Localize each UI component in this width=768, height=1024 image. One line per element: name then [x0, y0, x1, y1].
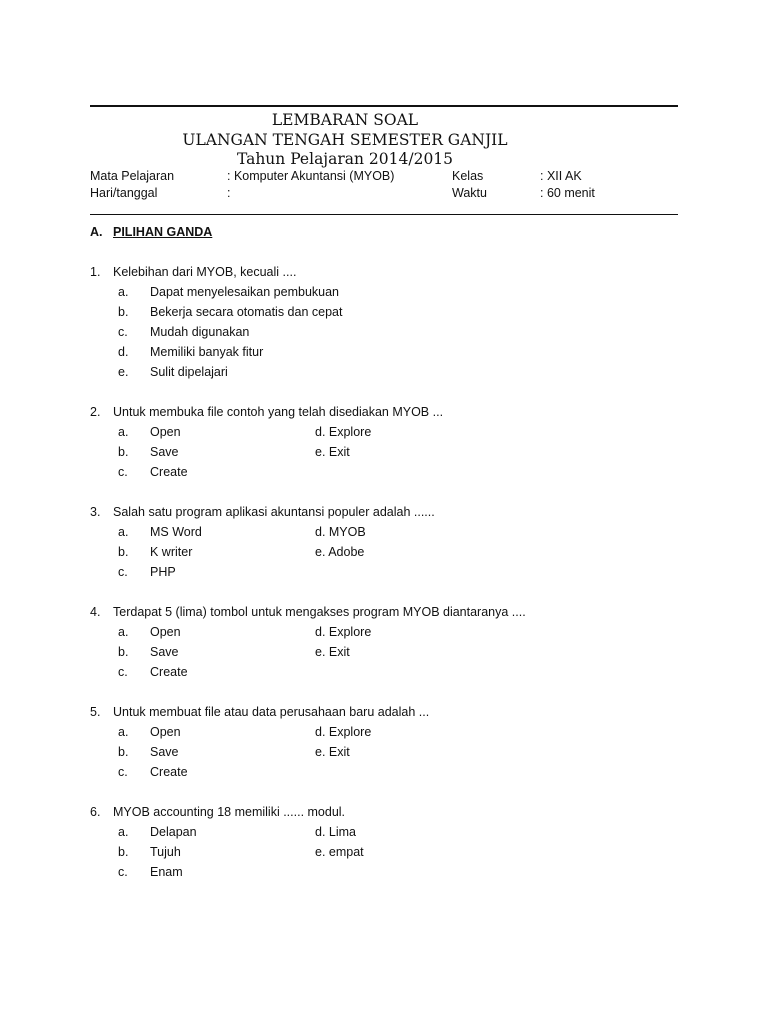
option-text: Create: [150, 465, 188, 479]
question-number: 4.: [90, 605, 101, 619]
option-row: [90, 742, 690, 762]
option-text: d. Explore: [315, 725, 372, 739]
question-line: [90, 602, 690, 622]
option-row: [90, 862, 690, 882]
option-text: e. Exit: [315, 445, 350, 459]
question-text: Salah satu program aplikasi akuntansi populer adalah ......: [113, 505, 435, 519]
option-text: e. Exit: [315, 645, 350, 659]
option-letter: a.: [118, 425, 129, 439]
option-letter: c.: [118, 325, 128, 339]
option-letter: b.: [118, 745, 129, 759]
option-letter: c.: [118, 765, 128, 779]
option-row: [90, 442, 690, 462]
info-value: : 60 menit: [540, 186, 595, 200]
option-letter: b.: [118, 305, 129, 319]
question-text: Untuk membuat file atau data perusahaan baru adalah ...: [113, 705, 430, 719]
question: [90, 502, 690, 582]
option-letter: c.: [118, 865, 128, 879]
option-row: [90, 322, 690, 342]
option-text: e. Exit: [315, 745, 350, 759]
option-text: Tujuh: [150, 845, 181, 859]
option-letter: c.: [118, 665, 128, 679]
option-text: Sulit dipelajari: [150, 365, 228, 379]
header-rule: [90, 214, 678, 215]
title-line-1: LEMBARAN SOAL: [271, 111, 419, 129]
option-row: [90, 762, 690, 782]
option-text: K writer: [150, 545, 193, 559]
option-row: [90, 622, 690, 642]
question-number: 1.: [90, 265, 101, 279]
info-value: : XII AK: [540, 169, 582, 183]
question-text: Untuk membuka file contoh yang telah disediakan MYOB ...: [113, 405, 444, 419]
option-text: Open: [150, 425, 181, 439]
question-line: [90, 262, 690, 282]
question-line: [90, 502, 690, 522]
info-value: :: [227, 186, 231, 200]
question-text: MYOB accounting 18 memiliki ...... modul.: [113, 805, 346, 819]
question: [90, 402, 690, 482]
section-title: PILIHAN GANDA: [113, 225, 213, 239]
option-row: [90, 522, 690, 542]
question: [90, 262, 690, 382]
top-rule: [90, 105, 678, 107]
option-row: [90, 662, 690, 682]
title-line-2: ULANGAN TENGAH SEMESTER GANJIL: [182, 130, 508, 149]
question-text: Terdapat 5 (lima) tombol untuk mengakses program MYOB diantaranya ....: [113, 605, 526, 619]
option-row: [90, 722, 690, 742]
option-letter: a.: [118, 525, 129, 539]
document-title: [90, 111, 600, 170]
section-heading: [90, 222, 212, 242]
option-text: Dapat menyelesaikan pembukuan: [150, 285, 340, 299]
option-row: [90, 642, 690, 662]
question: [90, 602, 690, 682]
option-row: [90, 302, 690, 322]
option-text: Create: [150, 665, 188, 679]
question: [90, 702, 690, 782]
question-text: Kelebihan dari MYOB, kecuali ....: [113, 265, 297, 279]
option-letter: b.: [118, 645, 129, 659]
option-letter: e.: [118, 365, 129, 379]
option-letter: b.: [118, 445, 129, 459]
option-letter: d.: [118, 345, 129, 359]
option-text: d. Explore: [315, 425, 372, 439]
option-text: Open: [150, 625, 181, 639]
option-letter: a.: [118, 825, 129, 839]
option-text: Memiliki banyak fitur: [150, 345, 264, 359]
option-text: d. Explore: [315, 625, 372, 639]
title-line-3: Tahun Pelajaran 2014/2015: [236, 150, 454, 168]
option-text: Open: [150, 725, 181, 739]
section-number: A.: [90, 225, 103, 239]
option-letter: c.: [118, 465, 128, 479]
option-text: Bekerja secara otomatis dan cepat: [150, 305, 343, 319]
question-line: [90, 702, 690, 722]
question-number: 2.: [90, 405, 101, 419]
option-row: [90, 422, 690, 442]
option-text: MS Word: [150, 525, 202, 539]
option-row: [90, 542, 690, 562]
option-row: [90, 362, 690, 382]
option-text: Save: [150, 645, 179, 659]
question: [90, 802, 690, 882]
option-letter: a.: [118, 725, 129, 739]
option-text: d. Lima: [315, 825, 356, 839]
question-number: 5.: [90, 705, 101, 719]
option-text: e. Adobe: [315, 545, 365, 559]
option-text: e. empat: [315, 845, 364, 859]
option-text: Mudah digunakan: [150, 325, 250, 339]
option-letter: c.: [118, 565, 128, 579]
question-line: [90, 802, 690, 822]
question-number: 3.: [90, 505, 101, 519]
question-number: 6.: [90, 805, 101, 819]
option-row: [90, 462, 690, 482]
option-text: Save: [150, 745, 179, 759]
info-label: Hari/tanggal: [90, 186, 158, 200]
question-list: [90, 262, 690, 902]
option-text: PHP: [150, 565, 176, 579]
option-letter: b.: [118, 545, 129, 559]
option-letter: b.: [118, 845, 129, 859]
info-value: : Komputer Akuntansi (MYOB): [227, 169, 395, 183]
option-text: Create: [150, 765, 188, 779]
option-row: [90, 282, 690, 302]
option-row: [90, 342, 690, 362]
question-line: [90, 402, 690, 422]
option-text: d. MYOB: [315, 525, 366, 539]
option-text: Enam: [150, 865, 183, 879]
option-row: [90, 842, 690, 862]
option-text: Delapan: [150, 825, 197, 839]
option-letter: a.: [118, 285, 129, 299]
info-label: Mata Pelajaran: [90, 169, 175, 183]
option-text: Save: [150, 445, 179, 459]
info-label: Kelas: [452, 169, 484, 183]
info-label: Waktu: [452, 186, 487, 200]
option-letter: a.: [118, 625, 129, 639]
option-row: [90, 822, 690, 842]
option-row: [90, 562, 690, 582]
